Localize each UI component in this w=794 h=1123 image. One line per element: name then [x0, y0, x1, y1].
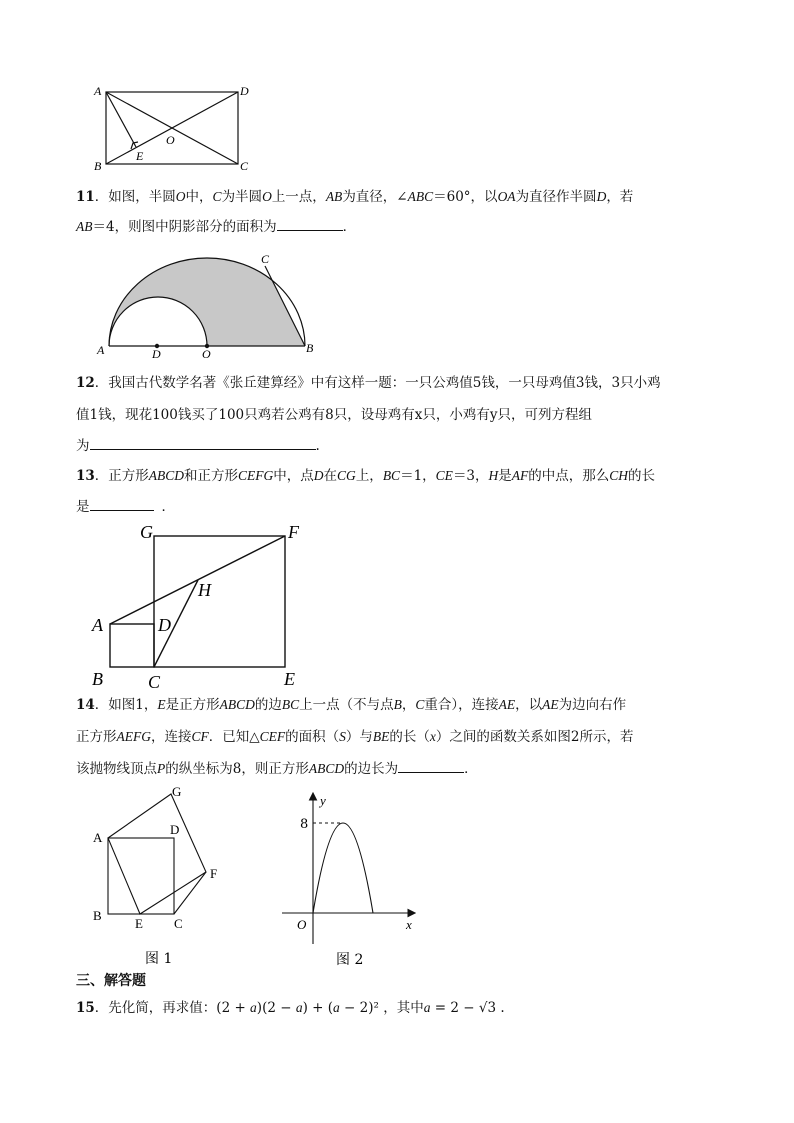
question-14-line1: 14．如图1，E是正方形ABCD的边BC上一点（不与点B，C重合），连接AE，以AE为边向右作 [76, 697, 627, 713]
question-13-line2: 是 ． [76, 499, 175, 515]
label-e: E [284, 669, 295, 689]
answer-blank[interactable] [277, 218, 343, 231]
label-c: C [174, 916, 183, 931]
segment-cf [174, 872, 206, 914]
question-13-line1: 13．正方形ABCD和正方形CEFG中，点D在CG上，BC＝1，CE＝3，H是AF的中点，那么CH的长 [76, 468, 656, 484]
question-number: 11 [76, 189, 95, 205]
answer-blank[interactable] [90, 498, 154, 511]
question-number: 13 [76, 468, 95, 484]
label-d: D [152, 347, 161, 361]
label-f: F [288, 522, 299, 542]
label-8: 8 [300, 817, 309, 832]
question-number: 15 [76, 1000, 95, 1016]
question-15: 15．先化简，再求值：(2 + a)(2 − a) + (a − 2)² ，其中a = 2 − √3 . [76, 1000, 505, 1016]
parabola [313, 823, 373, 913]
label-f: F [210, 866, 218, 881]
label-e: E [136, 149, 144, 163]
label-b: B [94, 159, 102, 173]
figure-q13-squares [88, 518, 328, 696]
question-12-line3: 为 . [76, 438, 320, 454]
question-12-line1: 12．我国古代数学名著《张丘建算经》中有这样一题：一只公鸡值5钱，一只母鸡值3钱，3只小鸡 [76, 375, 661, 391]
question-number: 12 [76, 375, 95, 391]
label-b: B [306, 341, 314, 355]
question-14-line3: 该抛物线顶点P的纵坐标为8，则正方形ABCD的边长为 ． [76, 761, 478, 777]
question-number: 14 [76, 697, 95, 713]
label-c: C [240, 159, 249, 173]
label-c: C [148, 672, 161, 692]
square-cefg [154, 536, 285, 667]
answer-blank[interactable] [398, 760, 464, 773]
label-a: A [97, 343, 105, 357]
label-g: G [172, 784, 182, 799]
square-abcd [108, 838, 174, 914]
question-11-line1: 11．如图，半圆O中，C为半圆O上一点，AB为直径，∠ABC＝60°，以OA为直径作半圆D，若 [76, 189, 634, 205]
section-title: 三、解答题 [76, 973, 146, 989]
label-h: H [198, 580, 211, 600]
label-c: C [261, 252, 270, 266]
fig2-caption: 图 2 [336, 952, 364, 968]
question-12-line2: 值1钱，现花100钱买了100只鸡若公鸡有8只，设母鸡有x只，小鸡有y只，可列方程组 [76, 407, 592, 423]
label-g: G [140, 522, 153, 542]
label-d: D [170, 822, 180, 837]
label-x: x [406, 917, 412, 932]
figure-q14-fig2 [280, 786, 430, 972]
figure-q10-rectangle [90, 80, 260, 180]
label-d: D [240, 84, 249, 98]
label-a: A [92, 615, 103, 635]
label-o: O [202, 347, 211, 361]
fig1-caption: 图 1 [145, 951, 173, 967]
question-14-line2: 正方形AEFG，连接CF．已知△CEF的面积（S）与BE的长（x）之间的函数关系如图2所示，若 [76, 729, 634, 745]
label-d: D [158, 615, 171, 635]
square-abcd [110, 624, 154, 667]
figure-q11-semicircle [94, 246, 324, 361]
label-b: B [92, 669, 103, 689]
label-o: O [297, 917, 307, 932]
square-aefg [108, 794, 206, 914]
label-y: y [320, 793, 326, 808]
figure-q14-fig1 [88, 782, 238, 972]
label-o: O [166, 133, 175, 147]
label-b: B [93, 908, 102, 923]
label-a: A [94, 84, 102, 98]
question-11-line2: AB＝4，则图中阴影部分的面积为 ． [76, 219, 357, 235]
label-a: A [93, 830, 103, 845]
answer-blank[interactable] [90, 437, 316, 450]
label-e: E [135, 916, 143, 931]
